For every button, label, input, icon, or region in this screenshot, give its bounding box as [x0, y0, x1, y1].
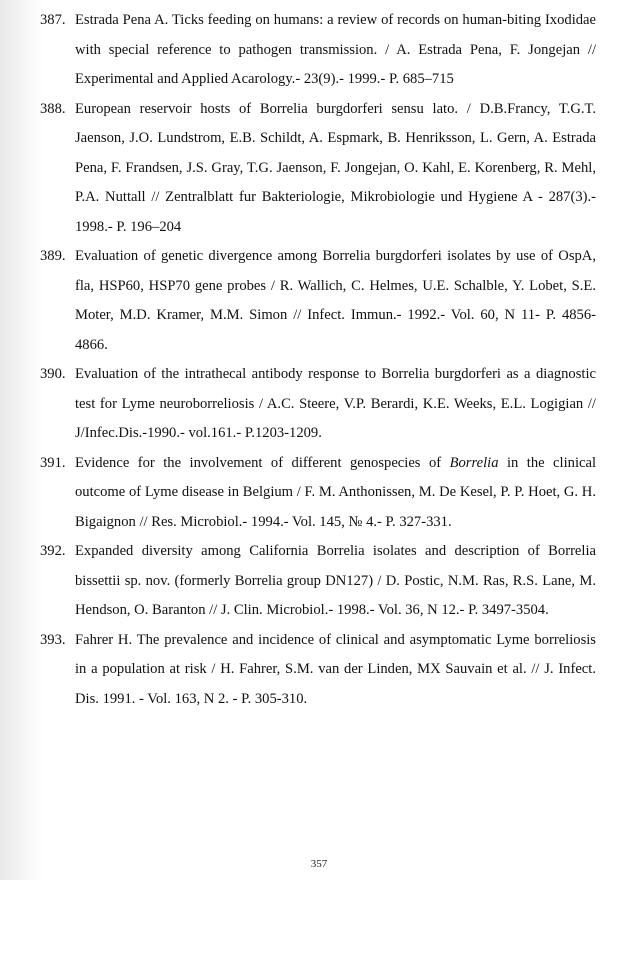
- reference-item: [40, 95, 596, 243]
- reference-text: Fahrer H. The prevalence and incidence of clinical and asymptomatic Lyme borreliosis in a population at risk / H. Fahrer, S.M. van der Linden, MX Sauvain et al. // J. Infect. Dis. 1991. - Vol. 163, N 2. - P. 305-310.: [75, 631, 596, 707]
- reference-item: [40, 6, 596, 95]
- page-number: 357: [310, 858, 328, 870]
- reference-item: [40, 242, 596, 360]
- reference-item: [40, 537, 596, 626]
- reference-number: 391.: [40, 454, 66, 471]
- reference-text: Evidence for the involvement of different genospecies of: [75, 454, 450, 471]
- scan-shadow-edge: [0, 0, 44, 880]
- reference-text: Evaluation of genetic divergence among Borrelia burgdorferi isolates by use of OspA, fla, HSP60, HSP70 gene probes / R. Wallich, C. Helmes, U.E. Schalble, Y. Lobet, S.E. Moter, M.D. Kramer, M.M. Simon // Infect. Immun.- 1992.- Vol. 60, N 11- P. 4856-4866.: [75, 248, 596, 353]
- reference-item: [40, 626, 596, 715]
- reference-text: European reservoir hosts of Borrelia burgdorferi sensu lato. / D.B.Francy, T.G.T. Jaenson, J.O. Lundstrom, E.B. Schildt, A. Espmark, B. Henriksson, L. Gern, A. Estrada Pena, F. Frandsen, J.S. Gray, T.G. Jaenson, F. Jongejan, O. Kahl, E. Korenberg, R. Mehl, P.A. Nuttall // Zentralblatt fur Bakteriologie, Mikrobiologie und Hygiene A - 287(3).- 1998.- P. 196–204: [75, 100, 596, 235]
- reference-number: 387.: [40, 12, 66, 28]
- reference-text: in the clinical outcome of Lyme disease in Belgium / F. M. Anthonissen, M. De Kesel, P. P. Hoet, G. H. Bigaignon // Res. Microbiol.- 1994.- Vol. 145, № 4.- P. 327-331.: [75, 454, 597, 530]
- reference-text: Expanded diversity among California Borrelia isolates and description of Borrelia bissettii sp. nov. (formerly Borrelia group DN127) / D. Postic, N.M. Ras, R.S. Lane, M. Hendson, O. Baranton // J. Clin. Microbiol.- 1998.- Vol. 36, N 12.- P. 3497-3504.: [75, 543, 596, 618]
- reference-number: 393.: [40, 631, 66, 648]
- reference-number: 389.: [40, 248, 66, 264]
- reference-text-italic: Borrelia: [449, 454, 499, 471]
- reference-item: [40, 360, 596, 449]
- reference-item: [40, 449, 596, 538]
- reference-number: 390.: [40, 366, 66, 382]
- reference-text: Evaluation of the intrathecal antibody response to Borrelia burgdorferi as a diagnostic test for Lyme neuroborreliosis / A.C. Steere, V.P. Berardi, K.E. Weeks, E.L. Logigian // J/Infec.Dis.-1990.- vol.161.- P.1203-1209.: [75, 366, 596, 441]
- reference-number: 388.: [40, 100, 66, 117]
- reference-number: 392.: [40, 543, 66, 559]
- reference-list: [40, 6, 596, 714]
- reference-text: Estrada Pena A. Ticks feeding on humans: a review of records on human-biting Ixodidae with special reference to pathogen transmission. / A. Estrada Pena, F. Jongejan // Experimental and Applied Acarology.- 23(9).- 1999.- P. 685–715: [75, 12, 596, 87]
